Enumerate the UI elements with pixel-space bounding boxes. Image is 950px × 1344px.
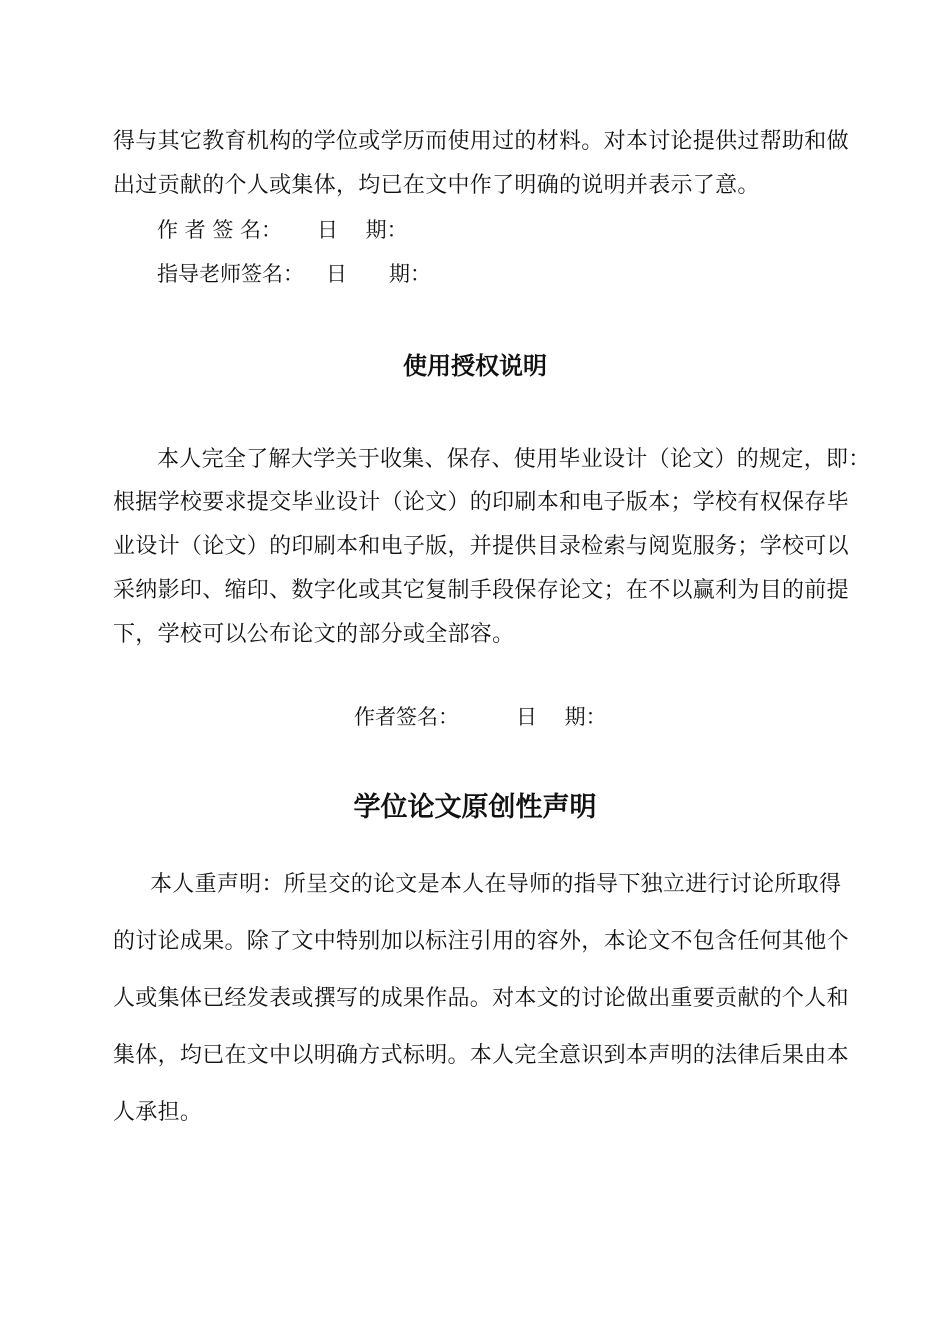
paragraph-line: 人承担。	[113, 1100, 203, 1125]
authorization-title: 使用授权说明	[403, 352, 547, 380]
advisor-date-label: 日 期：	[326, 262, 431, 286]
paragraph-line: 本人重声明：所呈交的论文是本人在导师的指导下独立进行讨论所取得	[150, 872, 842, 897]
paragraph-line: 本人完全了解大学关于收集、保存、使用毕业设计（论文）的规定，即：	[157, 447, 871, 472]
paragraph-line: 下，学校可以公布论文的部分或全部容。	[113, 622, 515, 647]
authorization-signature-label: 作者签名：	[354, 705, 459, 729]
paragraph-line: 集体，均已在文中以明确方式标明。本人完全意识到本声明的法律后果由本	[113, 1043, 849, 1068]
paragraph-line: 业设计（论文）的印刷本和电子版，并提供目录检索与阅览服务；学校可以	[113, 534, 849, 559]
authorization-date-label: 日 期：	[516, 705, 607, 729]
author-date-label: 日 期：	[317, 218, 408, 242]
paragraph-line: 出过贡献的个人或集体，均已在文中作了明确的说明并表示了意。	[113, 173, 760, 198]
paragraph-line: 采纳影印、缩印、数字化或其它复制手段保存论文；在不以赢利为目的前提	[113, 578, 849, 603]
declaration-title: 学位论文原创性声明	[353, 792, 597, 823]
paragraph-line: 的讨论成果。除了文中特别加以标注引用的容外，本论文不包含任何其他个	[113, 929, 849, 954]
advisor-signature-label: 指导老师签名：	[157, 262, 304, 286]
author-signature-label: 作 者 签 名：	[157, 218, 283, 242]
paragraph-line: 人或集体已经发表或撰写的成果作品。对本文的讨论做出重要贡献的个人和	[113, 986, 849, 1011]
paragraph-line: 根据学校要求提交毕业设计（论文）的印刷本和电子版本；学校有权保存毕	[113, 490, 849, 515]
paragraph-line: 得与其它教育机构的学位或学历而使用过的材料。对本讨论提供过帮助和做	[113, 129, 849, 154]
